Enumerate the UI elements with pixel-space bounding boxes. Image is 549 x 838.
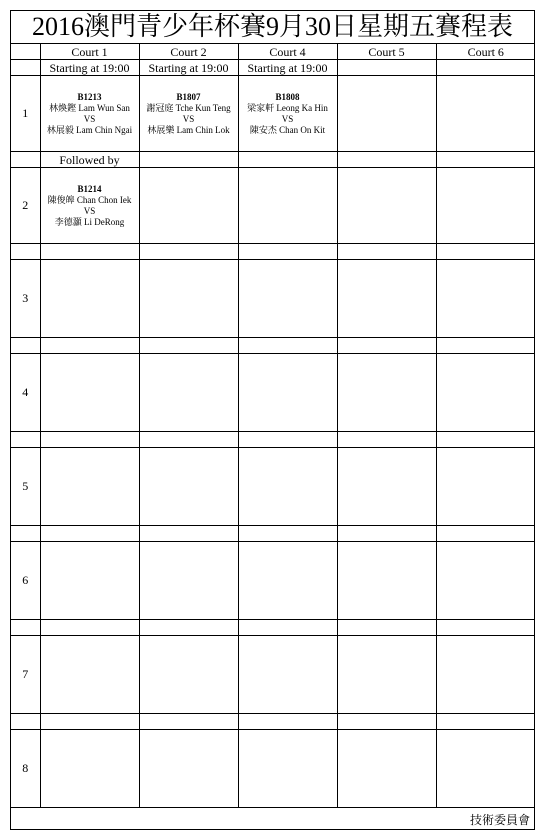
blank-cell [11, 714, 40, 730]
court-header: Court 4 [238, 44, 337, 60]
separator-row [11, 244, 535, 260]
match-cell [139, 448, 238, 526]
separator-cell [238, 432, 337, 448]
match-cell [436, 542, 535, 620]
separator-cell [337, 432, 436, 448]
separator-cell [238, 152, 337, 168]
match-cell [40, 542, 139, 620]
match-cell [238, 260, 337, 338]
blank-cell [11, 244, 40, 260]
match-cell [238, 636, 337, 714]
match-cell [40, 730, 139, 808]
match-cell [40, 448, 139, 526]
separator-cell [436, 620, 535, 636]
separator-cell [139, 338, 238, 354]
match-cell [238, 168, 337, 244]
blank-cell [11, 60, 40, 76]
match-code: B1213 [77, 91, 102, 102]
start-time-label: Starting at 19:00 [139, 60, 238, 76]
separator-cell [139, 152, 238, 168]
row-number: 1 [11, 76, 40, 152]
blank-cell [11, 620, 40, 636]
match-vs: VS [83, 113, 96, 124]
match-vs: VS [281, 113, 294, 124]
match-row [11, 542, 535, 620]
match-cell [337, 354, 436, 432]
separator-cell [40, 244, 139, 260]
separator-cell [238, 620, 337, 636]
match-cell [436, 354, 535, 432]
match-cell [139, 260, 238, 338]
separator-row [11, 152, 535, 168]
match-p2: 陳安杰 Chan On Kit [249, 124, 326, 135]
separator-cell [139, 620, 238, 636]
match-cell [40, 260, 139, 338]
separator-row [11, 714, 535, 730]
separator-cell [337, 152, 436, 168]
start-time-label [436, 60, 535, 76]
separator-cell [436, 526, 535, 542]
court-header: Court 1 [40, 44, 139, 60]
match-row [11, 76, 535, 152]
schedule-table [11, 44, 535, 808]
separator-cell [238, 526, 337, 542]
start-time-label: Starting at 19:00 [40, 60, 139, 76]
separator-cell [436, 714, 535, 730]
match-code: B1808 [275, 91, 300, 102]
corner-cell [11, 44, 40, 60]
match-cell [436, 730, 535, 808]
row-number: 7 [11, 636, 40, 714]
row-number: 6 [11, 542, 40, 620]
followed-by-label: Followed by [40, 152, 139, 168]
row-number: 5 [11, 448, 40, 526]
match-cell [436, 168, 535, 244]
blank-cell [11, 432, 40, 448]
match-code: B1214 [77, 183, 102, 194]
court-header: Court 5 [337, 44, 436, 60]
court-header: Court 2 [139, 44, 238, 60]
match-p1: 陳俊皞 Chan Chon Iek [47, 194, 132, 205]
match-cell [40, 168, 139, 244]
separator-cell [40, 526, 139, 542]
match-cell [139, 168, 238, 244]
match-row [11, 168, 535, 244]
match-cell [337, 260, 436, 338]
start-time-label: Starting at 19:00 [238, 60, 337, 76]
separator-cell [436, 244, 535, 260]
match-cell [40, 636, 139, 714]
blank-cell [11, 152, 40, 168]
blank-cell [11, 526, 40, 542]
schedule-title: 2016澳門青少年杯賽9月30日星期五賽程表 [11, 11, 534, 44]
match-vs: VS [182, 113, 195, 124]
separator-cell [436, 432, 535, 448]
match-row [11, 354, 535, 432]
match-p1: 梁家軒 Leong Ka Hin [247, 102, 328, 113]
match-code: B1807 [176, 91, 201, 102]
separator-cell [40, 432, 139, 448]
separator-cell [436, 338, 535, 354]
separator-cell [238, 714, 337, 730]
match-cell [436, 636, 535, 714]
match-cell [40, 76, 139, 152]
separator-cell [40, 620, 139, 636]
match-p2: 李德灝 Li DeRong [54, 216, 125, 227]
separator-row [11, 526, 535, 542]
match-cell [238, 542, 337, 620]
separator-cell [337, 244, 436, 260]
separator-cell [337, 338, 436, 354]
match-cell [337, 730, 436, 808]
match-cell [436, 76, 535, 152]
match-cell [337, 168, 436, 244]
match-row [11, 448, 535, 526]
match-cell [139, 354, 238, 432]
match-cell [40, 354, 139, 432]
schedule-sheet [10, 10, 535, 830]
match-p2: 林展樂 Lam Chin Lok [147, 124, 230, 135]
separator-cell [238, 244, 337, 260]
separator-cell [139, 526, 238, 542]
match-cell [337, 76, 436, 152]
separator-row [11, 620, 535, 636]
row-number: 2 [11, 168, 40, 244]
row-number: 3 [11, 260, 40, 338]
match-p1: 林煥鏗 Lam Wun San [49, 102, 130, 113]
footer-committee: 技術委員會 [469, 813, 530, 827]
separator-cell [139, 432, 238, 448]
match-cell [238, 448, 337, 526]
separator-cell [238, 338, 337, 354]
start-time-row [11, 60, 535, 76]
match-vs: VS [83, 205, 96, 216]
separator-cell [40, 338, 139, 354]
match-cell [139, 636, 238, 714]
separator-cell [337, 714, 436, 730]
separator-cell [40, 714, 139, 730]
match-cell [238, 76, 337, 152]
match-cell [436, 260, 535, 338]
match-cell [238, 730, 337, 808]
separator-row [11, 338, 535, 354]
separator-cell [139, 244, 238, 260]
match-cell [139, 730, 238, 808]
blank-cell [11, 338, 40, 354]
match-row [11, 260, 535, 338]
start-time-label [337, 60, 436, 76]
header-row [11, 44, 535, 60]
match-cell [238, 354, 337, 432]
match-cell [337, 542, 436, 620]
separator-cell [436, 152, 535, 168]
separator-cell [139, 714, 238, 730]
match-row [11, 636, 535, 714]
row-number: 8 [11, 730, 40, 808]
match-cell [139, 76, 238, 152]
match-cell [337, 448, 436, 526]
court-header: Court 6 [436, 44, 535, 60]
match-row [11, 730, 535, 808]
match-p2: 林展毅 Lam Chin Ngai [46, 124, 133, 135]
match-cell [436, 448, 535, 526]
match-cell [139, 542, 238, 620]
separator-cell [337, 526, 436, 542]
row-number: 4 [11, 354, 40, 432]
match-p1: 謝冠庭 Tche Kun Teng [146, 102, 231, 113]
separator-row [11, 432, 535, 448]
separator-cell [337, 620, 436, 636]
match-cell [337, 636, 436, 714]
